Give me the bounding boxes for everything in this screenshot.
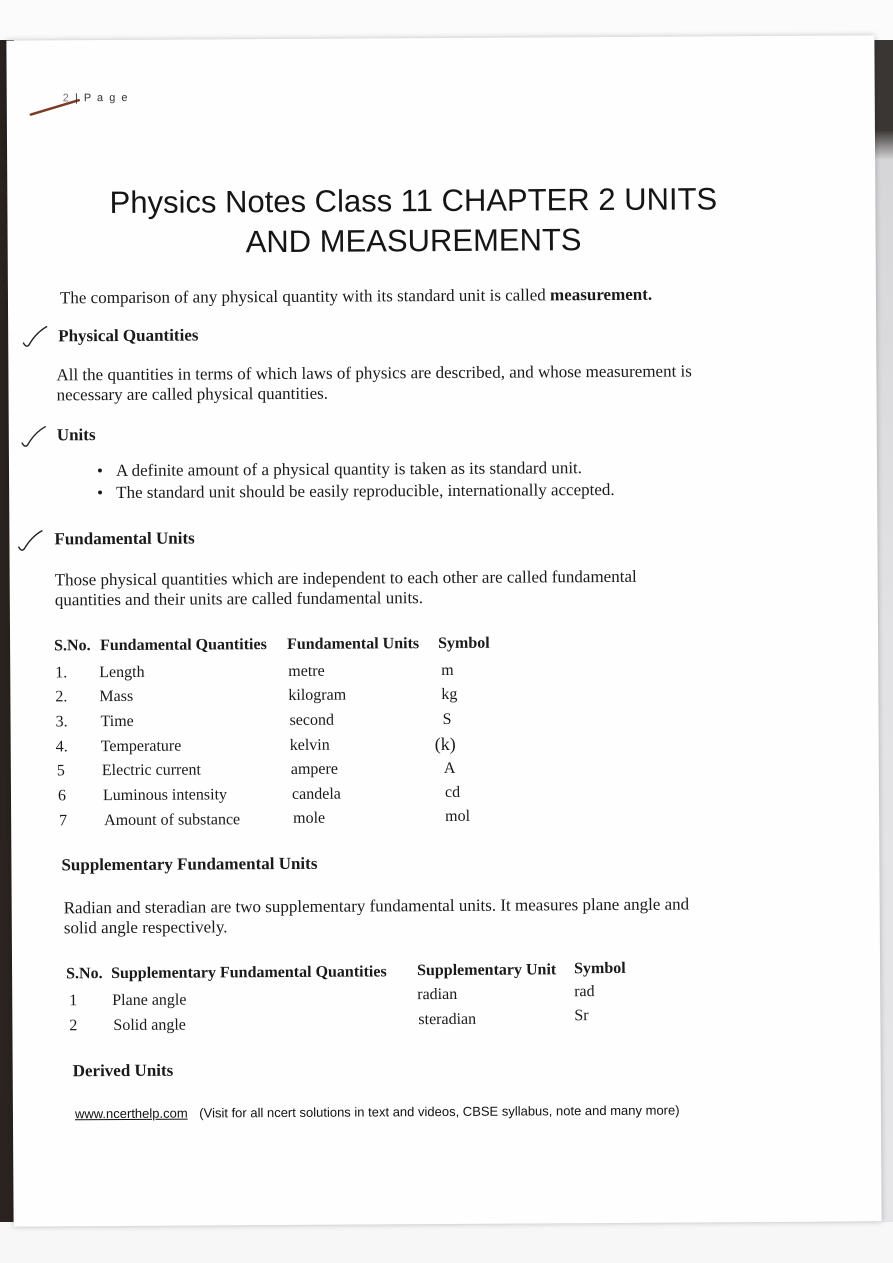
- table-cell: 1: [69, 992, 78, 1010]
- intro-text: The comparison of any physical quantity with its standard unit is called: [59, 285, 551, 308]
- supplementary-heading: Supplementary Fundamental Units: [61, 853, 318, 875]
- page-header: [63, 92, 129, 104]
- supplementary-line-2: solid angle respectively.: [63, 917, 228, 938]
- table-cell: 3.: [55, 713, 68, 731]
- handwritten-symbol: k: [440, 733, 450, 755]
- physical-quantities-heading: Physical Quantities: [58, 325, 199, 346]
- table-cell: Sr: [574, 1007, 589, 1025]
- title-line-2: AND MEASUREMENTS: [245, 222, 582, 260]
- table-cell: Electric current: [101, 761, 201, 780]
- table-cell: Luminous intensity: [102, 786, 228, 805]
- table-cell: candela: [291, 785, 341, 803]
- table-cell: Solid angle: [113, 1016, 186, 1035]
- units-bullet-list: [97, 457, 615, 504]
- fundamental-units-line-1: Those physical quantities which are independent to each other are called fundamental: [54, 566, 637, 590]
- table-cell: cd: [444, 783, 461, 801]
- fundamental-units-line-2: quantities and their units are called fundamental units.: [54, 588, 424, 610]
- document-page: [6, 35, 881, 1226]
- table-cell: ampere: [290, 760, 338, 778]
- table-cell: mol: [445, 807, 471, 825]
- table-header-quantity: Fundamental Quantities: [100, 636, 267, 655]
- checkmark-icon: [15, 528, 45, 554]
- physical-quantities-line-1: All the quantities in terms of which laws of physics are described, and whose measurement is: [56, 361, 692, 385]
- table-header-symbol: Symbol: [438, 634, 490, 653]
- table-cell: 4.: [55, 738, 68, 756]
- table-cell: steradian: [418, 1010, 477, 1029]
- table-cell: A: [443, 759, 456, 778]
- table-cell: kilogram: [288, 686, 347, 704]
- table-cell: kg: [441, 685, 458, 704]
- checkmark-icon: [19, 424, 49, 450]
- table-header-unit: Fundamental Units: [287, 635, 420, 653]
- physical-quantities-paragraph: [56, 361, 692, 405]
- table-header-unit: Supplementary Unit: [417, 961, 557, 980]
- table-header-quantity: Supplementary Fundamental Quantities: [111, 963, 387, 983]
- page-footer: [75, 1103, 680, 1122]
- units-bullet-2: • The standard unit should be easily reproducible, internationally accepted.: [97, 479, 615, 504]
- table-cell: 1.: [55, 664, 68, 682]
- page-title: [7, 179, 819, 264]
- table-cell: 2.: [55, 688, 68, 706]
- fundamental-units-heading: Fundamental Units: [54, 528, 195, 549]
- table-cell: Temperature: [100, 737, 182, 756]
- table-cell: Time: [100, 712, 134, 731]
- title-line-1: Physics Notes Class 11 CHAPTER 2 UNITS: [109, 181, 718, 221]
- background-top: [0, 0, 893, 40]
- table-cell: S: [442, 710, 452, 729]
- table-cell: 5: [56, 762, 65, 780]
- intro-bold: measurement.: [549, 284, 653, 305]
- table-cell: metre: [288, 662, 325, 680]
- table-cell: Plane angle: [112, 991, 187, 1010]
- units-heading: Units: [56, 425, 96, 445]
- table-header-sno: S.No.: [54, 637, 91, 655]
- footer-link[interactable]: www.ncerthelp.com: [74, 1105, 188, 1122]
- table-cell: m: [441, 661, 454, 680]
- table-cell: Amount of substance: [104, 811, 241, 830]
- table-cell: (k): [434, 733, 456, 755]
- table-header-sno: S.No.: [66, 965, 103, 983]
- supplementary-line-1: Radian and steradian are two supplementary fundamental units. It measures plane angle and: [63, 894, 690, 918]
- table-cell: 2: [69, 1017, 78, 1035]
- table-cell: 6: [57, 787, 67, 805]
- units-bullet-1: • A definite amount of a physical quantity is taken as its standard unit.: [97, 457, 615, 482]
- table-header-symbol: Symbol: [574, 959, 626, 978]
- table-cell: mole: [293, 809, 326, 827]
- supplementary-paragraph: [64, 895, 690, 939]
- page-label: | P a g e: [74, 91, 130, 105]
- table-cell: rad: [574, 983, 595, 1001]
- table-cell: Mass: [99, 687, 134, 706]
- table-cell: second: [289, 711, 335, 729]
- footer-note: (Visit for all ncert solutions in text and videos, CBSE syllabus, note and many more): [199, 1102, 680, 1121]
- physical-quantities-line-2: necessary are called physical quantities.: [56, 383, 329, 405]
- table-cell: radian: [417, 985, 458, 1004]
- derived-units-heading: Derived Units: [72, 1060, 174, 1081]
- intro-paragraph: [60, 285, 652, 309]
- background-bottom: [0, 1222, 893, 1263]
- page-number: 2: [62, 92, 71, 105]
- table-cell: 7: [59, 812, 68, 830]
- checkmark-icon: [20, 324, 50, 350]
- fundamental-units-paragraph: [55, 567, 637, 611]
- table-cell: Length: [99, 663, 145, 682]
- table-cell: kelvin: [289, 736, 330, 754]
